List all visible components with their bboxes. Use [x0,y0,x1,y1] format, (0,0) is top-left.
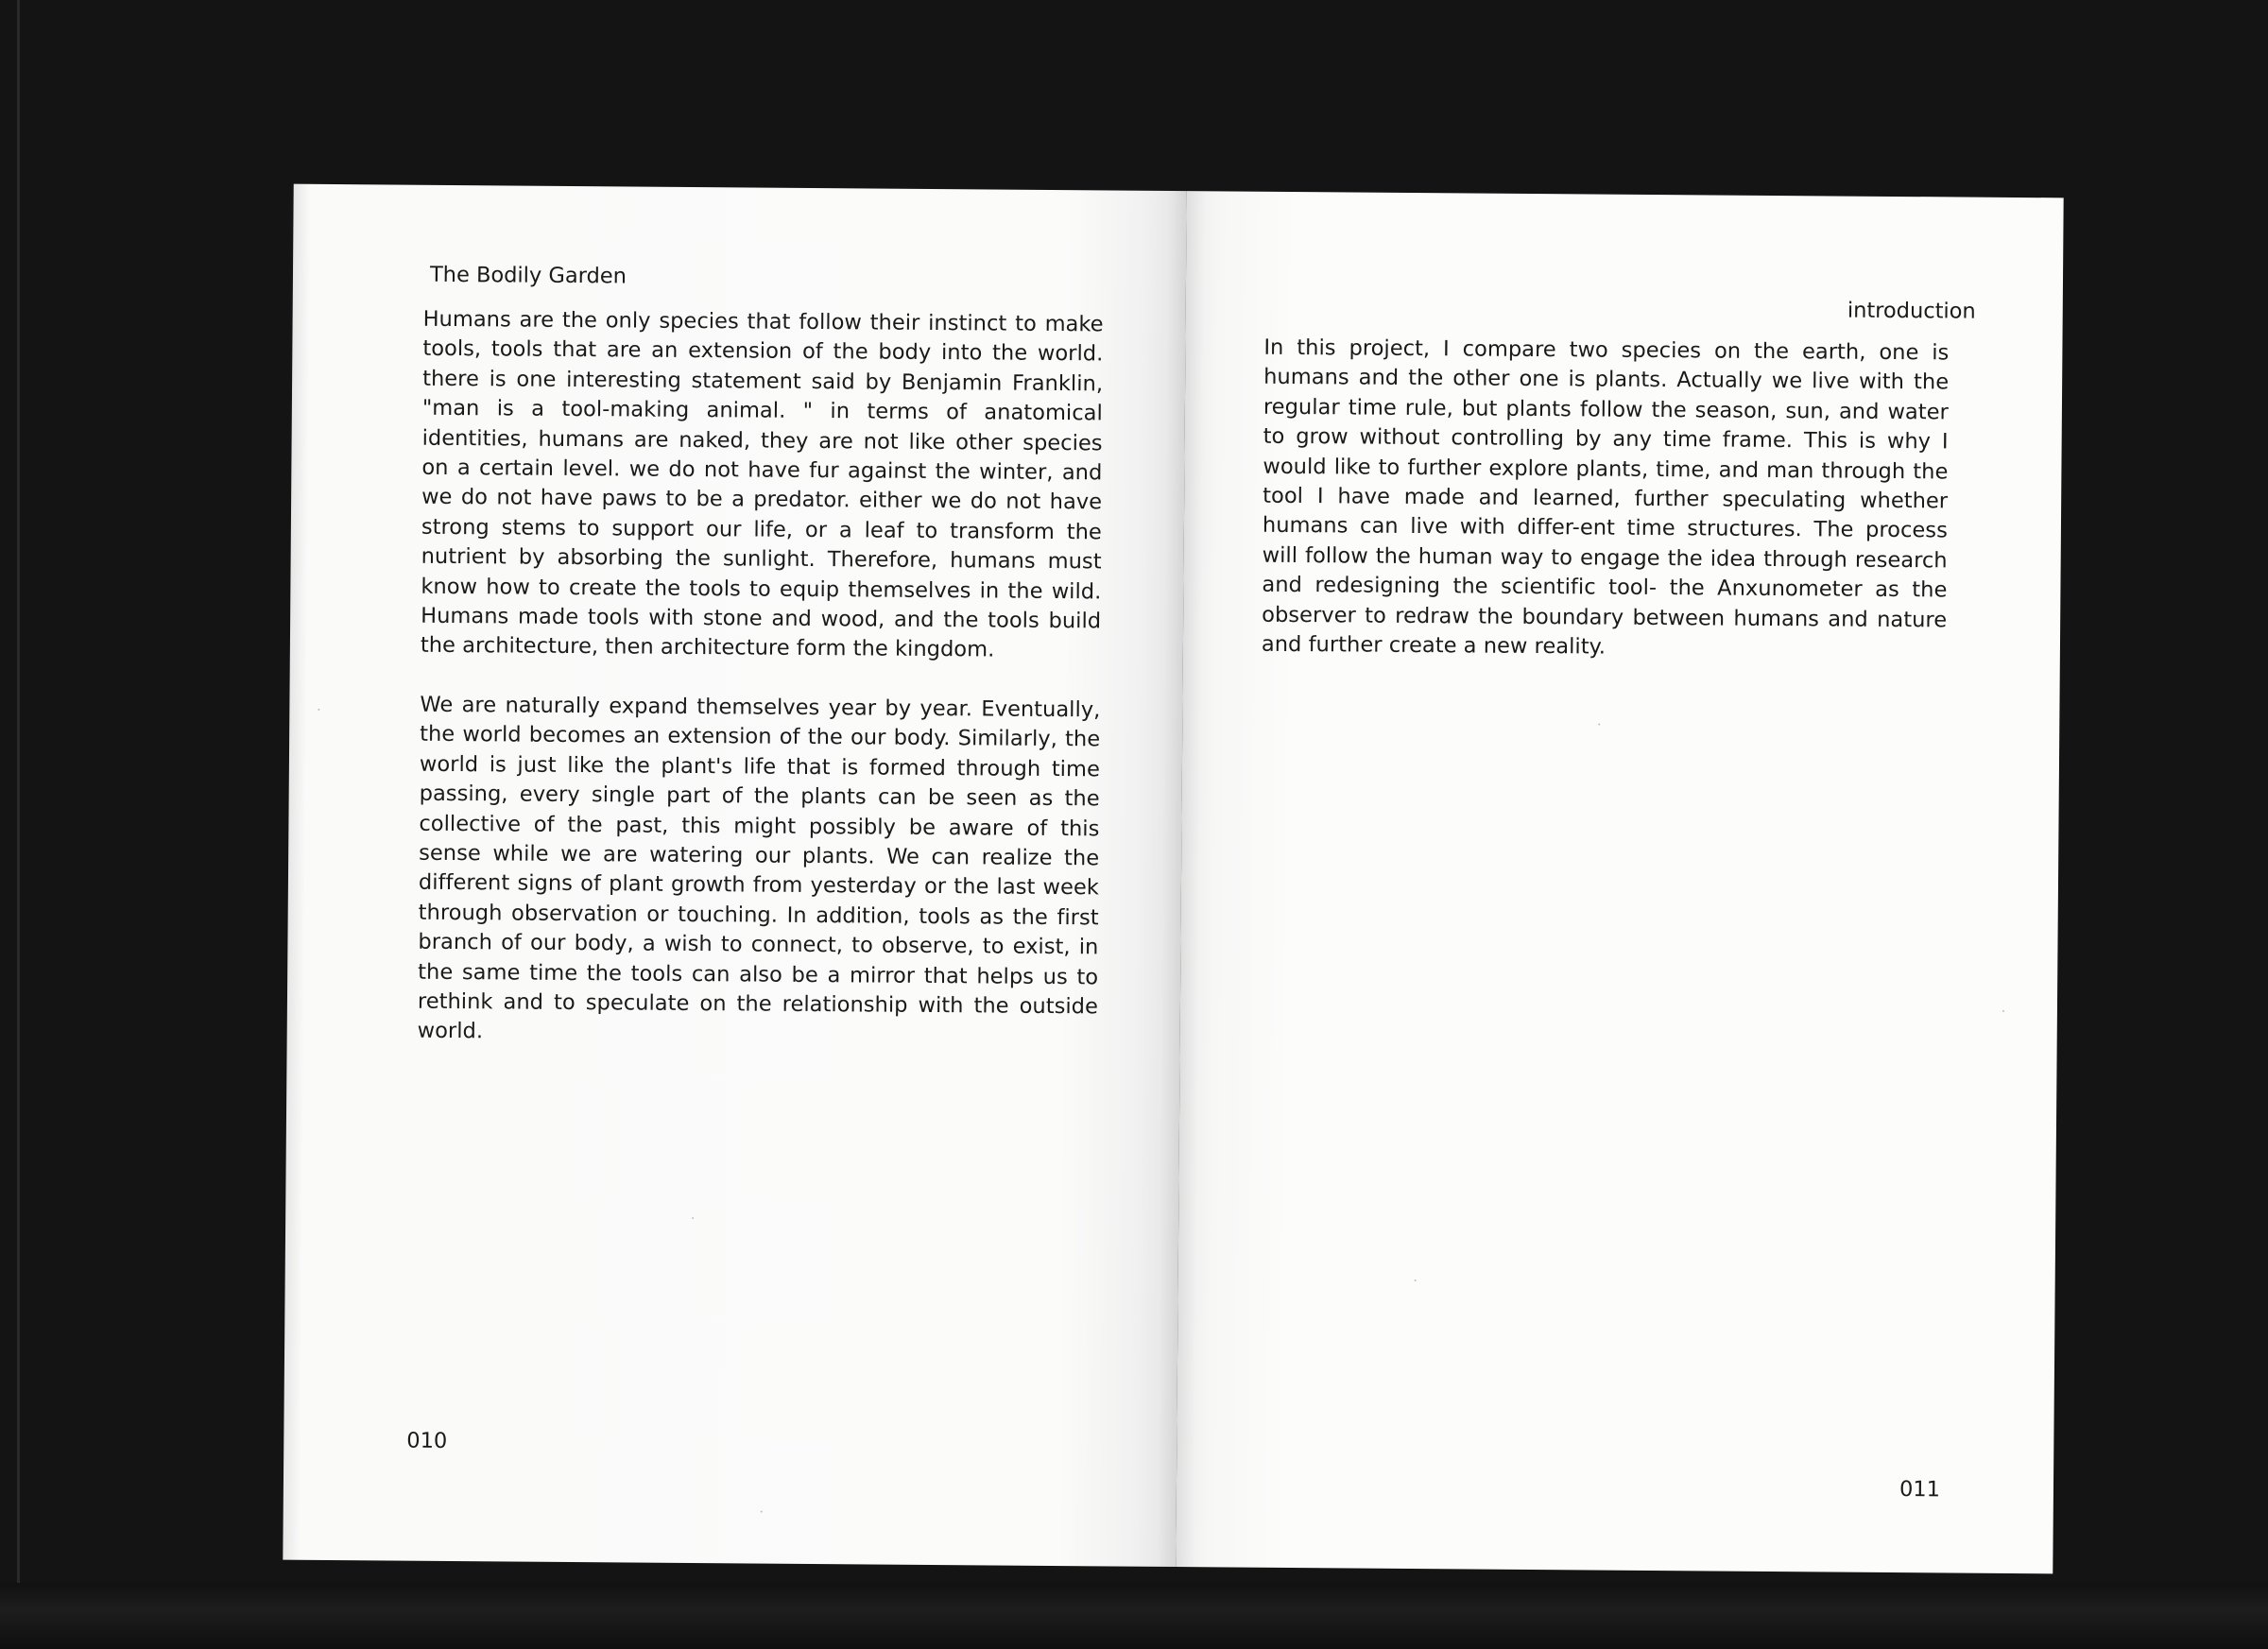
scanner-edge [17,0,20,1649]
page-number: 011 [1899,1477,1941,1503]
paper-speck [1415,1280,1417,1281]
scanner-bottom-edge [0,1583,2268,1649]
page-number: 010 [406,1428,448,1453]
running-title: The Bodily Garden [429,262,627,289]
paragraph: Humans are the only species that follow their instinct to make tools, tools that are an extension of the body into the world. there is one interesting statement said by Benjamin Franklin, "man is a tool-making animal. " in terms of anatomical identities, humans are naked, they are not like other species on a certain level. we do not have fur against the winter, and we do not have paws to be a predator. either we do not have strong stems to support our life, or a leaf to transform the nutrient by absorbing the sunlight. Therefore, humans must know how to create the tools to equip themselves in the wild. Humans made tools with stone and wood, and the tools build the architecture, then architecture form the kingdom. [420,306,1104,662]
section-title: introduction [1847,298,1976,324]
paper-speck [2002,1010,2004,1012]
right-page [1176,191,2063,1573]
left-body-text [417,305,1103,1081]
paper-speck [318,709,319,711]
left-page [283,184,1186,1567]
paragraph: In this project, I compare two species on the earth, one is humans and the other one is plants. Actually we live with the regular time rule, but plants follow the season, sun, and water to grow without controlling by any time frame. This is why I would like to further explore plants, time, and man through the tool I have made and learned, further speculating whether humans can live with differ-ent time structures. The process will follow the human way to engage the idea through research and redesigning the scientific tool- the Anxunometer as the observer to redraw the boundary between humans and nature and further create a new reality. [1261,335,1950,660]
paper-speck [692,1217,694,1219]
paragraph: We are naturally expand themselves year by year. Eventually, the world becomes an extension of the our body. Similarly, the world is just like the plant's life that is formed through time passing, every single part of the plants can be seen as the collective of the past, this might possibly be aware of this sense while we are watering our plants. We can realize the different signs of plant growth from yesterday or the last week through observation or touching. In addition, tools as the first branch of our body, a wish to connect, to observe, to exist, in the same time the tools can also be a mirror that helps us to rethink and to speculate on the relationship with the outside world. [417,692,1101,1044]
paper-speck [1598,724,1600,726]
right-body-text [1262,334,1950,695]
book-spread [283,184,2063,1574]
paper-speck [761,1511,763,1513]
